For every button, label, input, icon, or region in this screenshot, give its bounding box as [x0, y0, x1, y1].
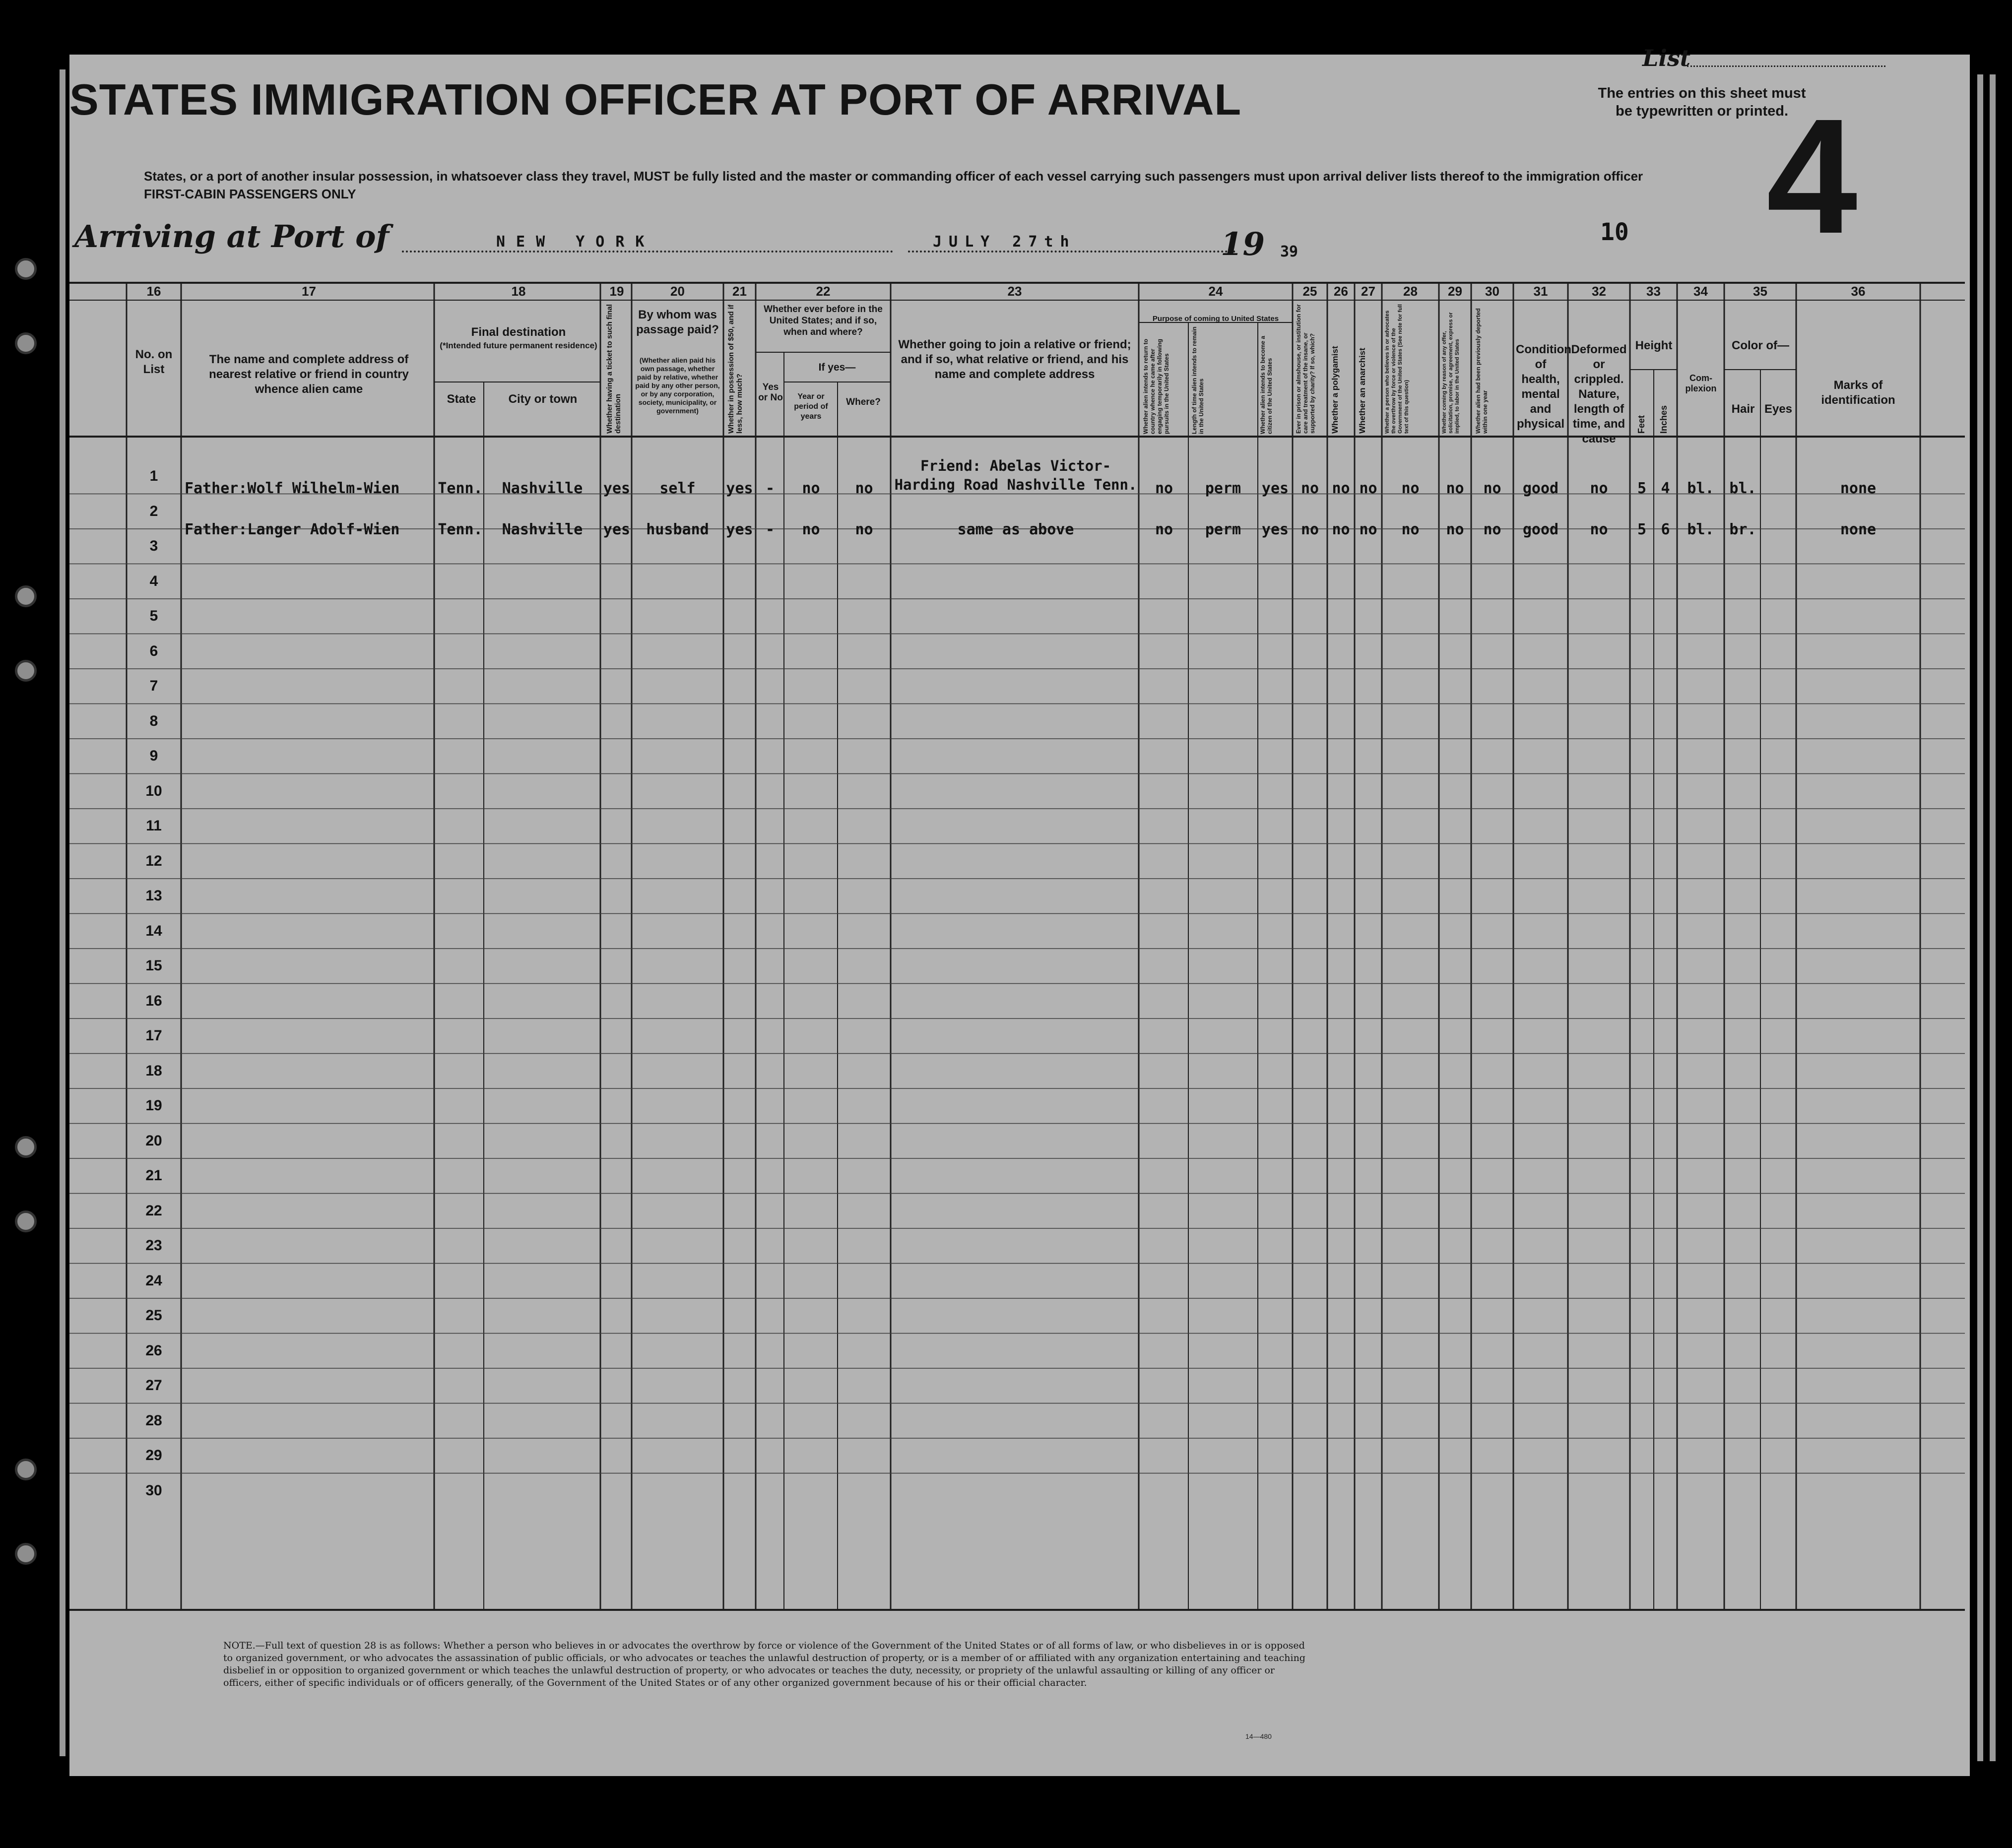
port-value: NEW YORK: [496, 233, 655, 251]
col-num-20: 20: [670, 284, 685, 299]
row-number: 2: [149, 503, 158, 519]
row-number: 12: [145, 852, 162, 869]
row2-overthrow: no: [1401, 521, 1420, 538]
header-health: Condition of health, mental and physical: [1516, 343, 1571, 431]
arriving-label: Arriving at Port of: [74, 218, 389, 255]
col-num-19: 19: [609, 284, 624, 299]
row1-ever-years: no: [802, 480, 820, 497]
col-num-23: 23: [1007, 284, 1022, 299]
row2-money: yes: [726, 521, 753, 538]
row2-complexion: bl.: [1687, 521, 1714, 538]
row1-deformed: no: [1590, 480, 1608, 497]
header-final-destination-note: (*Intended future permanent residence): [440, 341, 597, 350]
row-number: 9: [149, 748, 158, 764]
row-number: 18: [145, 1062, 162, 1079]
col-num-36: 36: [1851, 284, 1866, 299]
header-prison: Ever in prison or almshouse, or institution for care and treatment of the insane, or supported by charity? If so, which?: [1295, 304, 1316, 434]
row-number: 16: [145, 992, 162, 1009]
row1-state: Tenn.: [438, 480, 483, 497]
header-feet: Feet: [1636, 415, 1646, 434]
col-num-33: 33: [1646, 284, 1661, 299]
row2-ticket: yes: [603, 521, 631, 538]
list-number: 10: [1600, 218, 1629, 246]
row-number: 25: [145, 1307, 162, 1324]
row1-deported: no: [1483, 480, 1501, 497]
header-final-destination: Final destination: [471, 325, 566, 339]
col-num-29: 29: [1448, 284, 1462, 299]
year-prefix: 19: [1221, 226, 1265, 263]
col-num-34: 34: [1693, 284, 1708, 299]
row-number: 20: [145, 1132, 162, 1149]
row2-citizen: yes: [1261, 521, 1289, 538]
header-if-yes: If yes—: [818, 362, 856, 373]
row1-length: perm: [1205, 480, 1241, 497]
header-class-note: FIRST-CABIN PASSENGERS ONLY: [144, 187, 356, 201]
row2-joining: same as above: [957, 521, 1074, 538]
row2-feet: 5: [1637, 521, 1647, 538]
page-title: STATES IMMIGRATION OFFICER AT PORT OF ARRIVAL: [69, 75, 1242, 124]
row1-ever-where: no: [855, 480, 873, 497]
row-number: 30: [145, 1482, 162, 1499]
header-complexion: Com- plexion: [1685, 373, 1717, 393]
header-passage-paid: By whom was passage paid?: [636, 308, 719, 336]
row-number: 22: [145, 1202, 162, 1219]
header-overthrow: Whether a person who believes in or advocates the overthrow by force or violence of the Government of the United States (See note for full text of this question): [1384, 304, 1410, 434]
row2-return: no: [1155, 521, 1173, 538]
header-anarchist: Whether an anarchist: [1358, 348, 1367, 434]
header-where: Where?: [846, 397, 881, 407]
header-city: City or town: [508, 392, 578, 406]
col-num-24: 24: [1208, 284, 1223, 299]
row2-hair: br.: [1729, 521, 1756, 538]
col-num-32: 32: [1592, 284, 1606, 299]
row-number: 26: [145, 1342, 162, 1359]
row2-polygamist: no: [1332, 521, 1350, 538]
list-label: List: [1642, 45, 1690, 71]
header-deported: Whether alien had been previously deported within one year: [1475, 308, 1489, 434]
row2-prison: no: [1300, 521, 1319, 538]
row-number: 28: [145, 1412, 162, 1429]
row-number: 29: [145, 1447, 162, 1464]
col-num-30: 30: [1485, 284, 1499, 299]
row-number: 5: [149, 608, 158, 624]
col-num-18: 18: [511, 284, 526, 299]
row2-ever-years: no: [802, 521, 820, 538]
header-year-period: Year or period of years: [794, 392, 828, 421]
col-num-22: 22: [816, 284, 831, 299]
header-joining: Whether going to join a relative or friend; and if so, what relative or friend, and his name and complete address: [898, 338, 1131, 381]
header-nearest-relative: The name and complete address of nearest relative or friend in country whence alien came: [209, 353, 409, 396]
row2-ever-yes: -: [765, 521, 775, 538]
row1-return: no: [1155, 480, 1173, 497]
sheet-number: 4: [1766, 84, 1858, 267]
header-inches: Inches: [1659, 405, 1669, 434]
row1-overthrow: no: [1401, 480, 1420, 497]
row2-inches: 6: [1661, 521, 1670, 538]
row1-ever-yes: -: [765, 480, 775, 497]
header-subtitle: States, or a port of another insular possession, in whatsoever class they travel, MUST be fully listed and the master or commanding officer of each vessel carrying such passengers must upon arrival deliver lists thereof to the immigration officer: [144, 169, 1643, 184]
col-num-25: 25: [1302, 284, 1317, 299]
col-num-35: 35: [1753, 284, 1767, 299]
col-num-16: 16: [146, 284, 161, 299]
year-suffix: 39: [1280, 243, 1298, 260]
header-yes-or-no: Yes or No: [758, 382, 783, 403]
col-num-21: 21: [732, 284, 747, 299]
col-num-26: 26: [1334, 284, 1348, 299]
row2-deformed: no: [1590, 521, 1608, 538]
header-ticket: Whether having a ticket to such final destination: [605, 304, 622, 434]
row1-city: Nashville: [502, 480, 583, 497]
header-deformed: Deformed or crippled. Nature, length of time, and cause: [1571, 343, 1627, 446]
row-number: 4: [149, 573, 158, 589]
header-color-of: Color of—: [1732, 339, 1789, 352]
header-height: Height: [1635, 339, 1673, 352]
row2-paid-by: husband: [646, 521, 709, 538]
row-number: 13: [145, 888, 162, 904]
header-polygamist: Whether a polygamist: [1330, 346, 1340, 434]
row-number: 6: [149, 642, 158, 659]
col-num-17: 17: [302, 284, 316, 299]
row2-ever-where: no: [855, 521, 873, 538]
row1-relative: Father:Wolf Wilhelm-Wien: [185, 480, 400, 497]
row1-offer: no: [1446, 480, 1464, 497]
row1-inches: 4: [1661, 480, 1670, 497]
row1-polygamist: no: [1332, 480, 1350, 497]
col-num-27: 27: [1361, 284, 1375, 299]
row-number: 10: [145, 782, 162, 799]
row1-paid-by: self: [659, 480, 696, 497]
row-number: 3: [149, 538, 158, 554]
header-hair: Hair: [1731, 402, 1755, 416]
row2-anarchist: no: [1359, 521, 1377, 538]
row-number: 23: [145, 1237, 162, 1254]
header-money: Whether in possession of $50, and if less, how much?: [727, 304, 744, 434]
header-no-on-list: No. on List: [135, 348, 173, 376]
row-number: 11: [146, 818, 162, 834]
header-purpose-citizen: Whether alien intends to become a citizen of the United States: [1259, 335, 1273, 434]
row-number: 21: [145, 1167, 162, 1184]
row2-state: Tenn.: [438, 521, 483, 538]
row1-ticket: yes: [603, 480, 631, 497]
header-purpose-return: Whether alien intends to return to country whence he came after engaging temporarily in following pursuits in the United States: [1142, 338, 1170, 434]
row2-marks: none: [1840, 521, 1877, 538]
row2-deported: no: [1483, 521, 1501, 538]
row1-feet: 5: [1637, 480, 1647, 497]
form-number: 14—480: [1245, 1732, 1272, 1740]
row1-health: good: [1522, 480, 1559, 497]
row-number: 7: [149, 678, 158, 694]
row1-complexion: bl.: [1687, 480, 1714, 497]
header-purpose-length: Length of time alien intends to remain in the United States: [1191, 326, 1205, 434]
row1-joining: Friend: Abelas Victor-Harding Road Nashville Tenn.: [894, 457, 1137, 493]
footer-note: NOTE.—Full text of question 28 is as follows: Whether a person who believes in or advocates the overthrow by force or violence of the Government of the United States or of all forms of law, or who disbelieves in or is opposed to organized government, or who advocates the assassination of public officials, or who advocates or teaches the unlawful destruction of property, or is a member of or affiliated with any organization entertaining and teaching disbelief in or opposition to organized government or which teaches the unlawful destruction of property, or who advocates or teaches the duty, necessity, or propriety of the unlawful assaulting or killing of any officer or officers, either of specific individuals or of officers generally, of the Government of the United States or of any other organized government because of his or their official character.: [223, 1640, 1305, 1688]
col-num-31: 31: [1533, 284, 1548, 299]
row1-anarchist: no: [1359, 480, 1377, 497]
row2-offer: no: [1446, 521, 1464, 538]
row-number: 27: [145, 1377, 162, 1394]
row-number: 14: [145, 922, 162, 939]
header-purpose: Purpose of coming to United States: [1152, 315, 1279, 323]
row1-prison: no: [1300, 480, 1319, 497]
header-marks: Marks of identification: [1821, 379, 1895, 407]
row-number: 19: [145, 1097, 162, 1114]
header-state: State: [447, 392, 476, 406]
row2-health: good: [1522, 521, 1559, 538]
header-offer: Whether coming by reason of any offer, solicitation, promise, or agreement, express or implied, to labor in the United States: [1441, 312, 1460, 434]
col-num-28: 28: [1403, 284, 1418, 299]
row-number: 8: [149, 712, 158, 729]
row1-marks: none: [1840, 480, 1877, 497]
header-eyes: Eyes: [1764, 402, 1793, 416]
header-ever-before: Whether ever before in the United States; and if so, when and where?: [764, 304, 883, 337]
row2-relative: Father:Langer Adolf-Wien: [185, 521, 400, 538]
row2-length: perm: [1205, 521, 1241, 538]
row1-hair: bl.: [1729, 480, 1756, 497]
row-number: 17: [145, 1027, 162, 1044]
header-passage-note: (Whether alien paid his own passage, whether paid by relative, whether paid by any other person, or by any corporation, society, municipality, or government): [635, 356, 720, 415]
row-number: 24: [145, 1272, 162, 1289]
row-number: 15: [145, 957, 162, 974]
row-number: 1: [149, 468, 158, 484]
row2-city: Nashville: [502, 521, 583, 538]
row1-money: yes: [726, 480, 753, 497]
row1-citizen: yes: [1261, 480, 1289, 497]
date-value: JULY 27th: [933, 233, 1076, 251]
typewritten-instruction: The entries on this sheet must be typewritten or printed.: [1598, 85, 1806, 119]
